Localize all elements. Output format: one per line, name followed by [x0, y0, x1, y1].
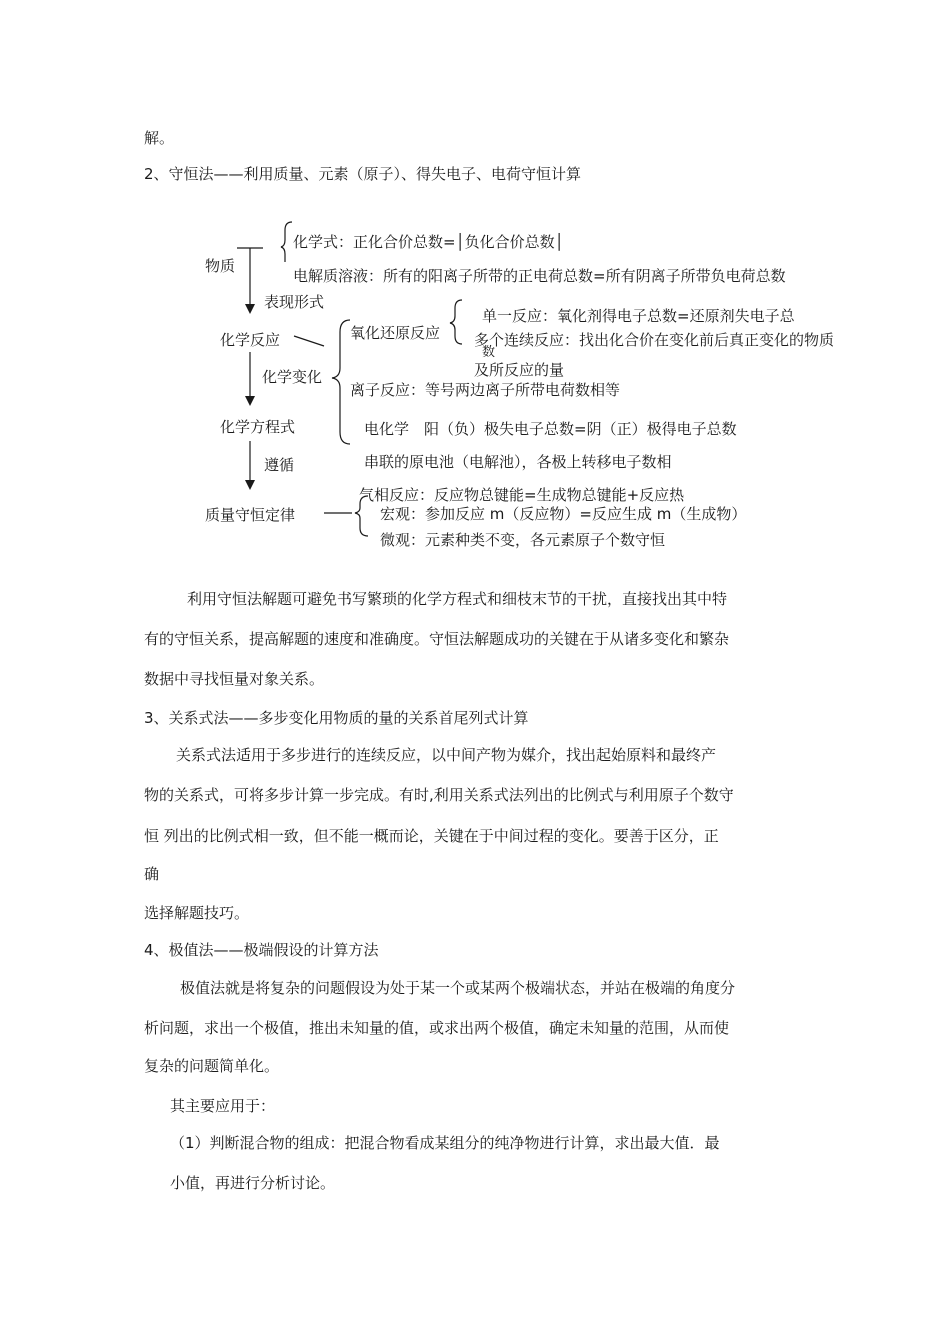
section-4-para-line: 析问题，求出一个极值，推出未知量的值，或求出两个极值，确定未知量的范围，从而使: [144, 1019, 730, 1037]
section-3-heading: 3、关系式法——多步变化用物质的量的关系首尾列式计算: [144, 709, 529, 727]
section-2-para-line: 数据中寻找恒量对象关系。: [144, 670, 325, 688]
diagram-node-mass-conservation: 质量守恒定律: [205, 506, 296, 524]
section-3-para-line: 确: [144, 865, 160, 883]
intro-tail-text: 解。: [144, 129, 175, 147]
diagram-gas-phase-rule: 气相反应：反应物总键能=生成物总键能+反应热: [359, 486, 685, 504]
section-4-para-line: 极值法就是将复杂的问题假设为处于某一个或某两个极端状态，并站在极端的角度分: [180, 979, 736, 997]
section-4-heading: 4、极值法——极端假设的计算方法: [144, 941, 379, 959]
diagram-node-chemical-reaction: 化学反应: [220, 331, 281, 349]
diagram-micro-rule: 微观：元素种类不变，各元素原子个数守恒: [380, 531, 666, 549]
section-3-para-line: 选择解题技巧。: [144, 904, 250, 922]
section-4-application-label: 其主要应用于：: [170, 1097, 276, 1115]
diagram-series-cell-rule: 串联的原电池（电解池），各极上转移电子数相: [364, 453, 672, 471]
diagram-label-chemical-change: 化学变化: [262, 368, 323, 386]
section-4-item-1-line: （1）判断混合物的组成：把混合物看成某组分的纯净物进行计算，求出最大值．最: [170, 1134, 720, 1152]
diagram-label-follow: 遵循: [264, 456, 295, 474]
diagram-label-biaoxian: 表现形式: [264, 293, 325, 311]
section-3-para-line: 恒 列出的比例式相一致，但不能一概而论，关键在于中间过程的变化。要善于区分，正: [144, 827, 719, 845]
section-2-para-line: 有的守恒关系，提高解题的速度和准确度。守恒法解题成功的关键在于从诸多变化和繁杂: [144, 630, 730, 648]
diagram-ionic-reaction-rule: 离子反应：等号两边离子所带电荷数相等: [350, 381, 621, 399]
diagram-electrochemistry-rule: 电化学 阳（负）极失电子总数=阴（正）极得电子总数: [364, 420, 737, 438]
diagram-chemical-formula-rule: 化学式：正化合价总数=│负化合价总数│: [293, 233, 564, 251]
diagram-macro-rule: 宏观：参加反应 m（反应物）=反应生成 m（生成物）: [380, 505, 747, 523]
diagram-multi-reaction-rule: 多个连续反应：找出化合价在变化前后真正变化的物质: [474, 331, 835, 349]
diagram-redox-reaction: 氧化还原反应: [350, 324, 441, 342]
section-2-heading: 2、守恒法——利用质量、元素（原子）、得失电子、电荷守恒计算: [144, 165, 582, 183]
diagram-single-reaction-rule: 单一反应：氧化剂得电子总数=还原剂失电子总: [482, 307, 795, 325]
section-3-para-line: 关系式法适用于多步进行的连续反应，以中间产物为媒介，找出起始原料和最终产: [176, 746, 717, 764]
diagram-electrolyte-rule: 电解质溶液：所有的阳离子所带的正电荷总数=所有阴离子所带负电荷总数: [293, 267, 786, 285]
diagram-node-chemical-equation: 化学方程式: [220, 418, 296, 436]
diagram-multi-reaction-amount: 及所反应的量: [474, 361, 565, 379]
section-2-para-line: 利用守恒法解题可避免书写繁琐的化学方程式和细枝末节的干扰，直接找出其中特: [187, 590, 728, 608]
section-4-item-1-line: 小值，再进行分析讨论。: [170, 1174, 336, 1192]
diagram-node-wuzhi: 物质: [205, 257, 236, 275]
diagram-multi-reaction-continued: 数: [482, 345, 496, 360]
section-4-para-line: 复杂的问题简单化。: [144, 1057, 280, 1075]
section-3-para-line: 物的关系式，可将多步计算一步完成。有时,利用关系式法列出的比例式与利用原子个数守: [144, 786, 734, 804]
